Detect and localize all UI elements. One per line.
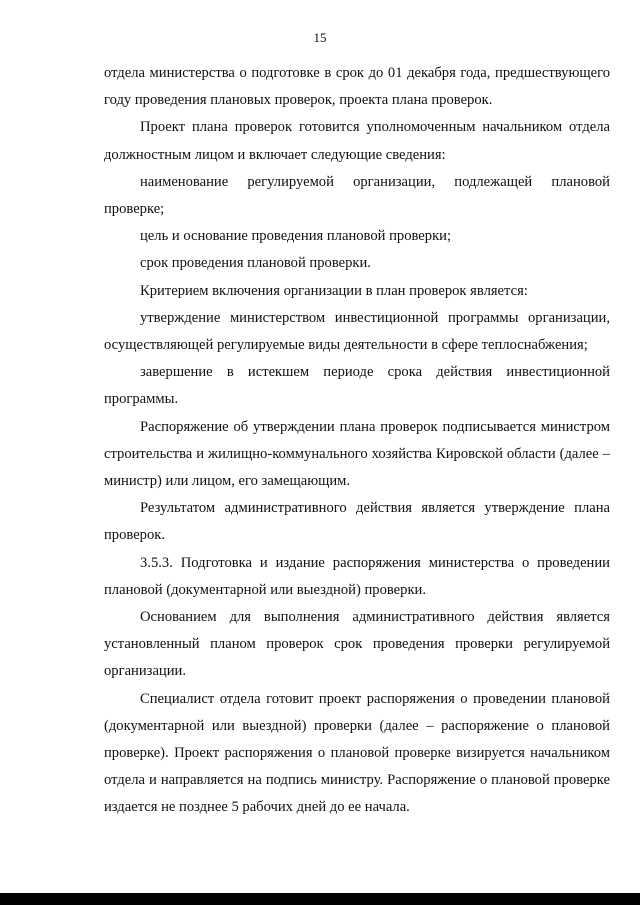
paragraph-13: Специалист отдела готовит проект распоряжения о проведении плановой (документарной или выездной) проверки (далее – распоряжение о плановой проверке). Проект распоряжения о плановой проверке визируется начальником отдела и направляется на подпись министру. Распоряжение о плановой проверке издается не позднее 5 рабочих дней до ее начала. xyxy=(104,690,610,816)
paragraph-3: наименование регулируемой организации, подлежащей плановой проверке; xyxy=(104,173,610,218)
paragraph-12: Основанием для выполнения административного действия является установленный планом проверок срок проведения проверки регулируемой организации. xyxy=(104,609,610,680)
paragraph-2: Проект плана проверок готовится уполномоченным начальником отдела должностным лицом и включает следующие сведения: xyxy=(104,119,610,163)
paragraph-1: отдела министерства о подготовке в срок до 01 декабря года, предшествующего году проведения плановых проверок, проекта плана проверок. xyxy=(104,65,610,109)
paragraph-10: Результатом административного действия является утверждение плана проверок. xyxy=(104,500,610,544)
paragraph-4: цель и основание проведения плановой проверки; xyxy=(140,228,452,245)
paragraph-5: срок проведения плановой проверки. xyxy=(140,255,371,272)
paragraph-9: Распоряжение об утверждении плана проверок подписывается министром строительства и жилищно-коммунального хозяйства Кировской области (далее – министр) или лицом, его замещающим. xyxy=(104,418,610,490)
section-heading-3-5-3: 3.5.3. Подготовка и издание распоряжения министерства о проведении плановой (документарной или выездной) проверки. xyxy=(104,554,610,598)
document-body xyxy=(104,60,610,822)
paragraph-8: завершение в истекшем периоде срока действия инвестиционной программы. xyxy=(104,364,610,408)
paragraph-6: Критерием включения организации в план проверок является: xyxy=(140,282,528,299)
page-number: 15 xyxy=(313,30,327,45)
paragraph-7: утверждение министерством инвестиционной программы организации, осуществляющей регулируемые виды деятельности в сфере теплоснабжения; xyxy=(104,309,610,354)
scan-bottom-edge xyxy=(0,893,640,905)
